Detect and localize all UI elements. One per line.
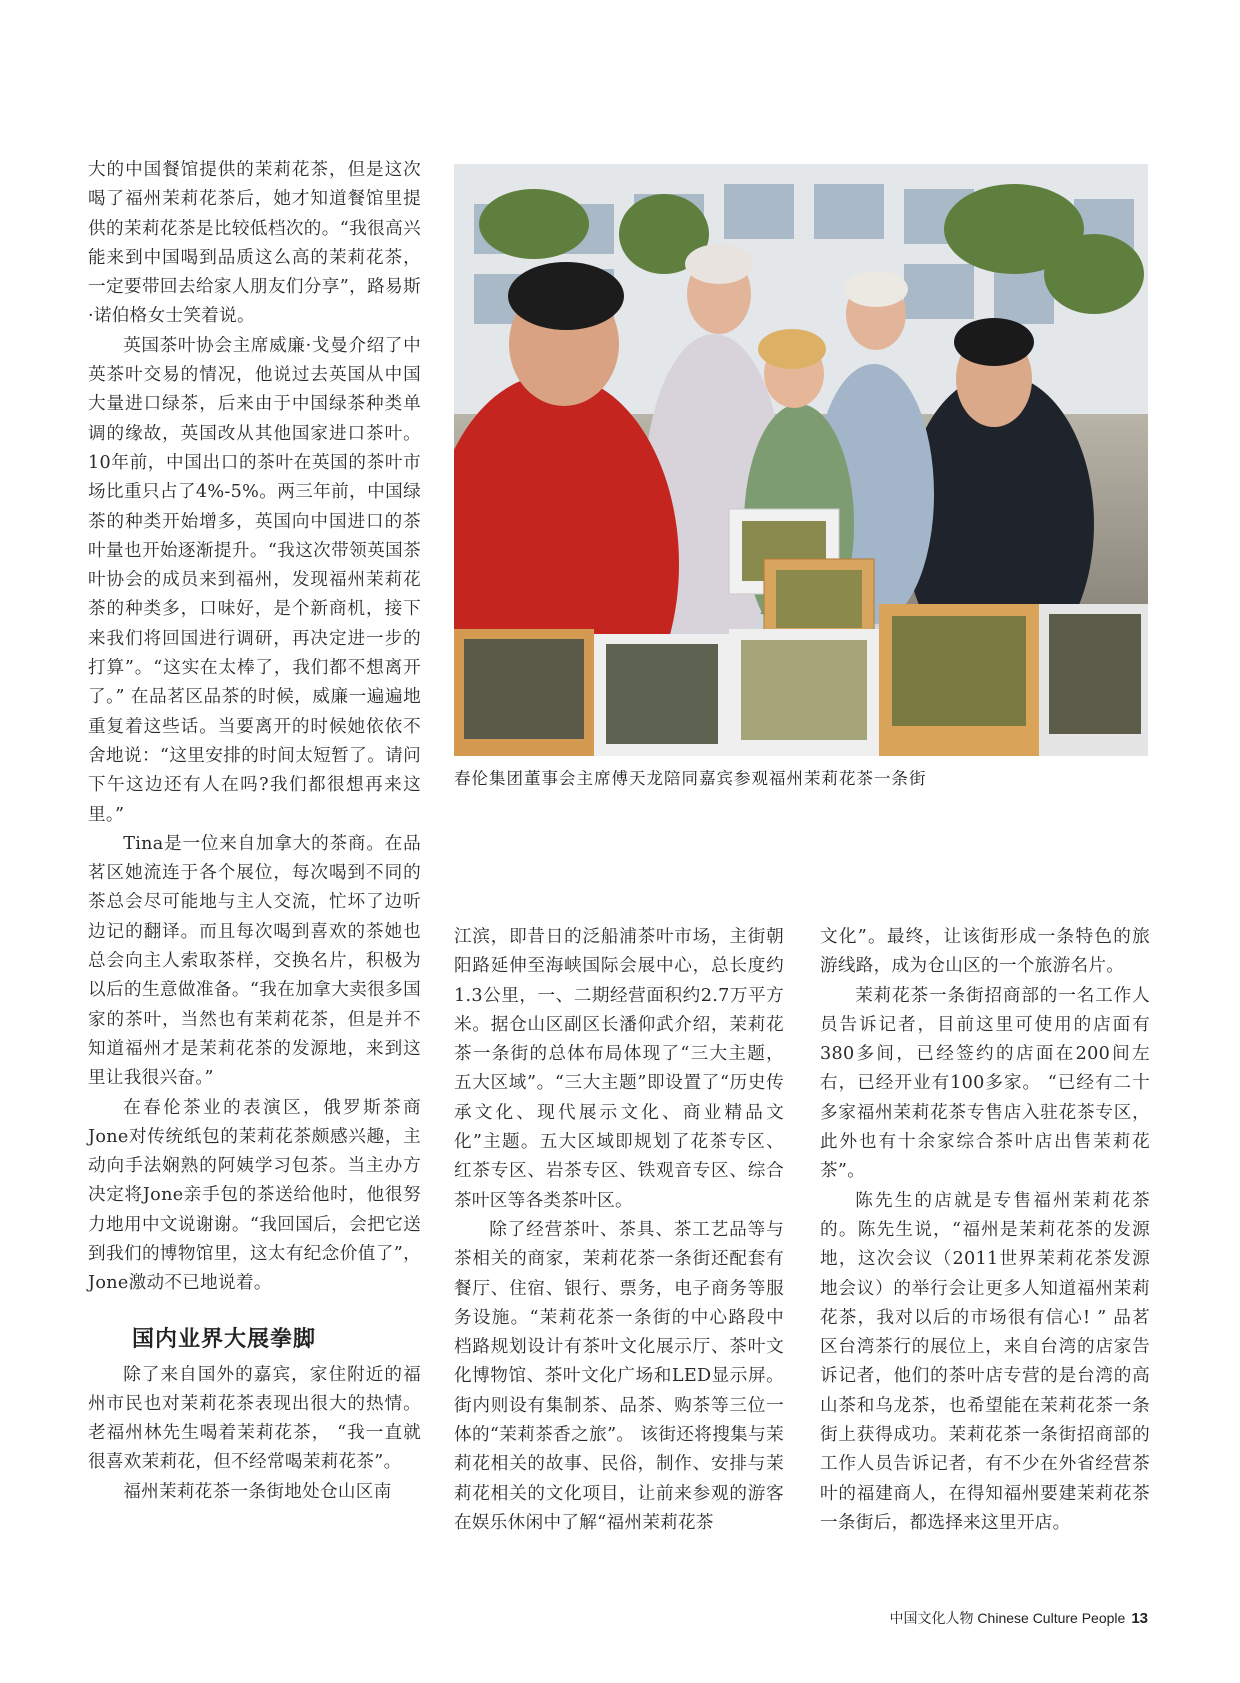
page-number: 13 [1131, 1610, 1148, 1627]
article-paragraph: 大的中国餐馆提供的茉莉花茶，但是这次喝了福州茉莉花茶后，她才知道餐馆里提供的茉莉花茶是比较低档次的。“我很高兴能来到中国喝到品质这么高的茉莉花茶，一定要带回去给家人朋友们分享”，路易斯·诺伯格女士笑着说。 [88, 160, 421, 327]
article-paragraph: 除了经营茶叶、茶具、茶工艺品等与茶相关的商家，茉莉花茶一条街还配套有餐厅、住宿、银行、票务，电子商务等服务设施。“茉莉花茶一条街的中心路段中档路规划设计有茶叶文化展示厅、茶叶文化博物馆、茶叶文化广场和LED显示屏。街内则设有集制茶、品茶、购茶等三位一体的“茉莉茶香之旅”。 该街还将搜集与茉莉花相关的故事、民俗，制作、安排与茉莉花相关的文化项目，让前来参观的游客在娱乐休闲中了解“福州茉莉花茶 [454, 1219, 784, 1533]
article-paragraph: 陈先生的店就是专售福州茉莉花茶的。陈先生说，“福州是茉莉花茶的发源地，这次会议（2011世界茉莉花茶发源地会议）的举行会让更多人知道福州茉莉花茶，我对以后的市场很有信心! ” 品茗区台湾茶行的展位上，来自台湾的店家告诉记者，他们的茶叶店专营的是台湾的高山茶和乌龙茶，也希望能在茉莉花茶一条街上获得成功。茉莉花茶一条街招商部的工作人员告诉记者，有不少在外省经营茶叶的福建商人，在得知福州要建茉莉花茶一条街后，都选择来这里开店。 [820, 1190, 1150, 1533]
article-paragraph: 在春伦茶业的表演区，俄罗斯茶商Jone对传统纸包的茉莉花茶颇感兴趣，主动向手法娴熟的阿姨学习包茶。当主办方决定将Jone亲手包的茶送给他时，他很努力地用中文说谢谢。“我回国后，会把它送到我们的博物馆里，这太有纪念价值了”，Jone激动不已地说着。 [88, 1097, 421, 1294]
article-paragraph: 文化”。最终，让该街形成一条特色的旅游线路，成为仓山区的一个旅游名片。 [820, 927, 1150, 977]
article-column-1 [88, 156, 421, 1507]
magazine-name: 中国文化人物 Chinese Culture People [889, 1610, 1126, 1626]
page-footer [890, 1609, 1148, 1628]
article-paragraph: 福州茉莉花茶一条街地处仓山区南 [123, 1481, 392, 1502]
section-heading: 国内业界大展拳脚 [132, 1326, 317, 1352]
article-paragraph: 英国茶叶协会主席威廉·戈曼介绍了中英茶叶交易的情况，他说过去英国从中国大量进口绿茶，后来由于中国绿茶种类单调的缘故，英国改从其他国家进口茶叶。10年前，中国出口的茶叶在英国的茶叶市场比重只占了4%-5%。两三年前，中国绿茶的种类开始增多，英国向中国进口的茶叶量也开始逐渐提升。“我这次带领英国茶叶协会的成员来到福州，发现福州茉莉花茶的种类多，口味好，是个新商机，接下来我们将回国进行调研，再决定进一步的打算”。“这实在太棒了，我们都不想离开了。” 在品茗区品茶的时候，威廉一遍遍地重复着这些话。当要离开的时候她依依不舍地说：“这里安排的时间太短暂了。请问下午这边还有人在吗?我们都很想再来这里。” [88, 335, 421, 825]
photo-caption: 春伦集团董事会主席傅天龙陪同嘉宾参观福州茉莉花茶一条街 [454, 769, 927, 788]
article-paragraph: 茉莉花茶一条街招商部的一名工作人员告诉记者，目前这里可使用的店面有380多间，已经签约的店面在200间左右，已经开业有100多家。 “已经有二十多家福州茉莉花茶专售店入驻花茶专区，此外也有十余家综合茶叶店出售茉莉花茶”。 [820, 985, 1150, 1182]
tea-tasting-photo [454, 164, 1148, 756]
article-paragraph: 除了来自国外的嘉宾，家住附近的福州市民也对茉莉花茶表现出很大的热情。老福州林先生喝着茉莉花茶， “我一直就很喜欢茉莉花，但不经常喝茉莉花茶”。 [88, 1364, 421, 1473]
event-photo [454, 164, 1148, 756]
article-paragraph: Tina是一位来自加拿大的茶商。在品茗区她流连于各个展位，每次喝到不同的茶总会尽可能地与主人交流，忙坏了边听边记的翻译。而且每次喝到喜欢的茶她也总会向主人索取茶样，交换名片，积极为以后的生意做准备。“我在加拿大卖很多国家的茶叶，当然也有茉莉花茶，但是并不知道福州才是茉莉花茶的发源地，来到这里让我很兴奋。” [88, 833, 421, 1089]
article-column-2 [454, 923, 784, 1538]
article-paragraph: 江滨，即昔日的泛船浦茶叶市场，主街朝阳路延伸至海峡国际会展中心，总长度约1.3公里，一、二期经营面积约2.7万平方米。据仓山区副区长潘仰武介绍，茉莉花茶一条街的总体布局体现了“三大主题，五大区域”。“三大主题”即设置了“历史传承文化、现代展示文化、商业精品文化”主题。五大区域即规划了花茶专区、红茶专区、岩茶专区、铁观音专区、综合茶叶区等各类茶叶区。 [454, 927, 784, 1211]
article-column-3 [820, 923, 1150, 1538]
